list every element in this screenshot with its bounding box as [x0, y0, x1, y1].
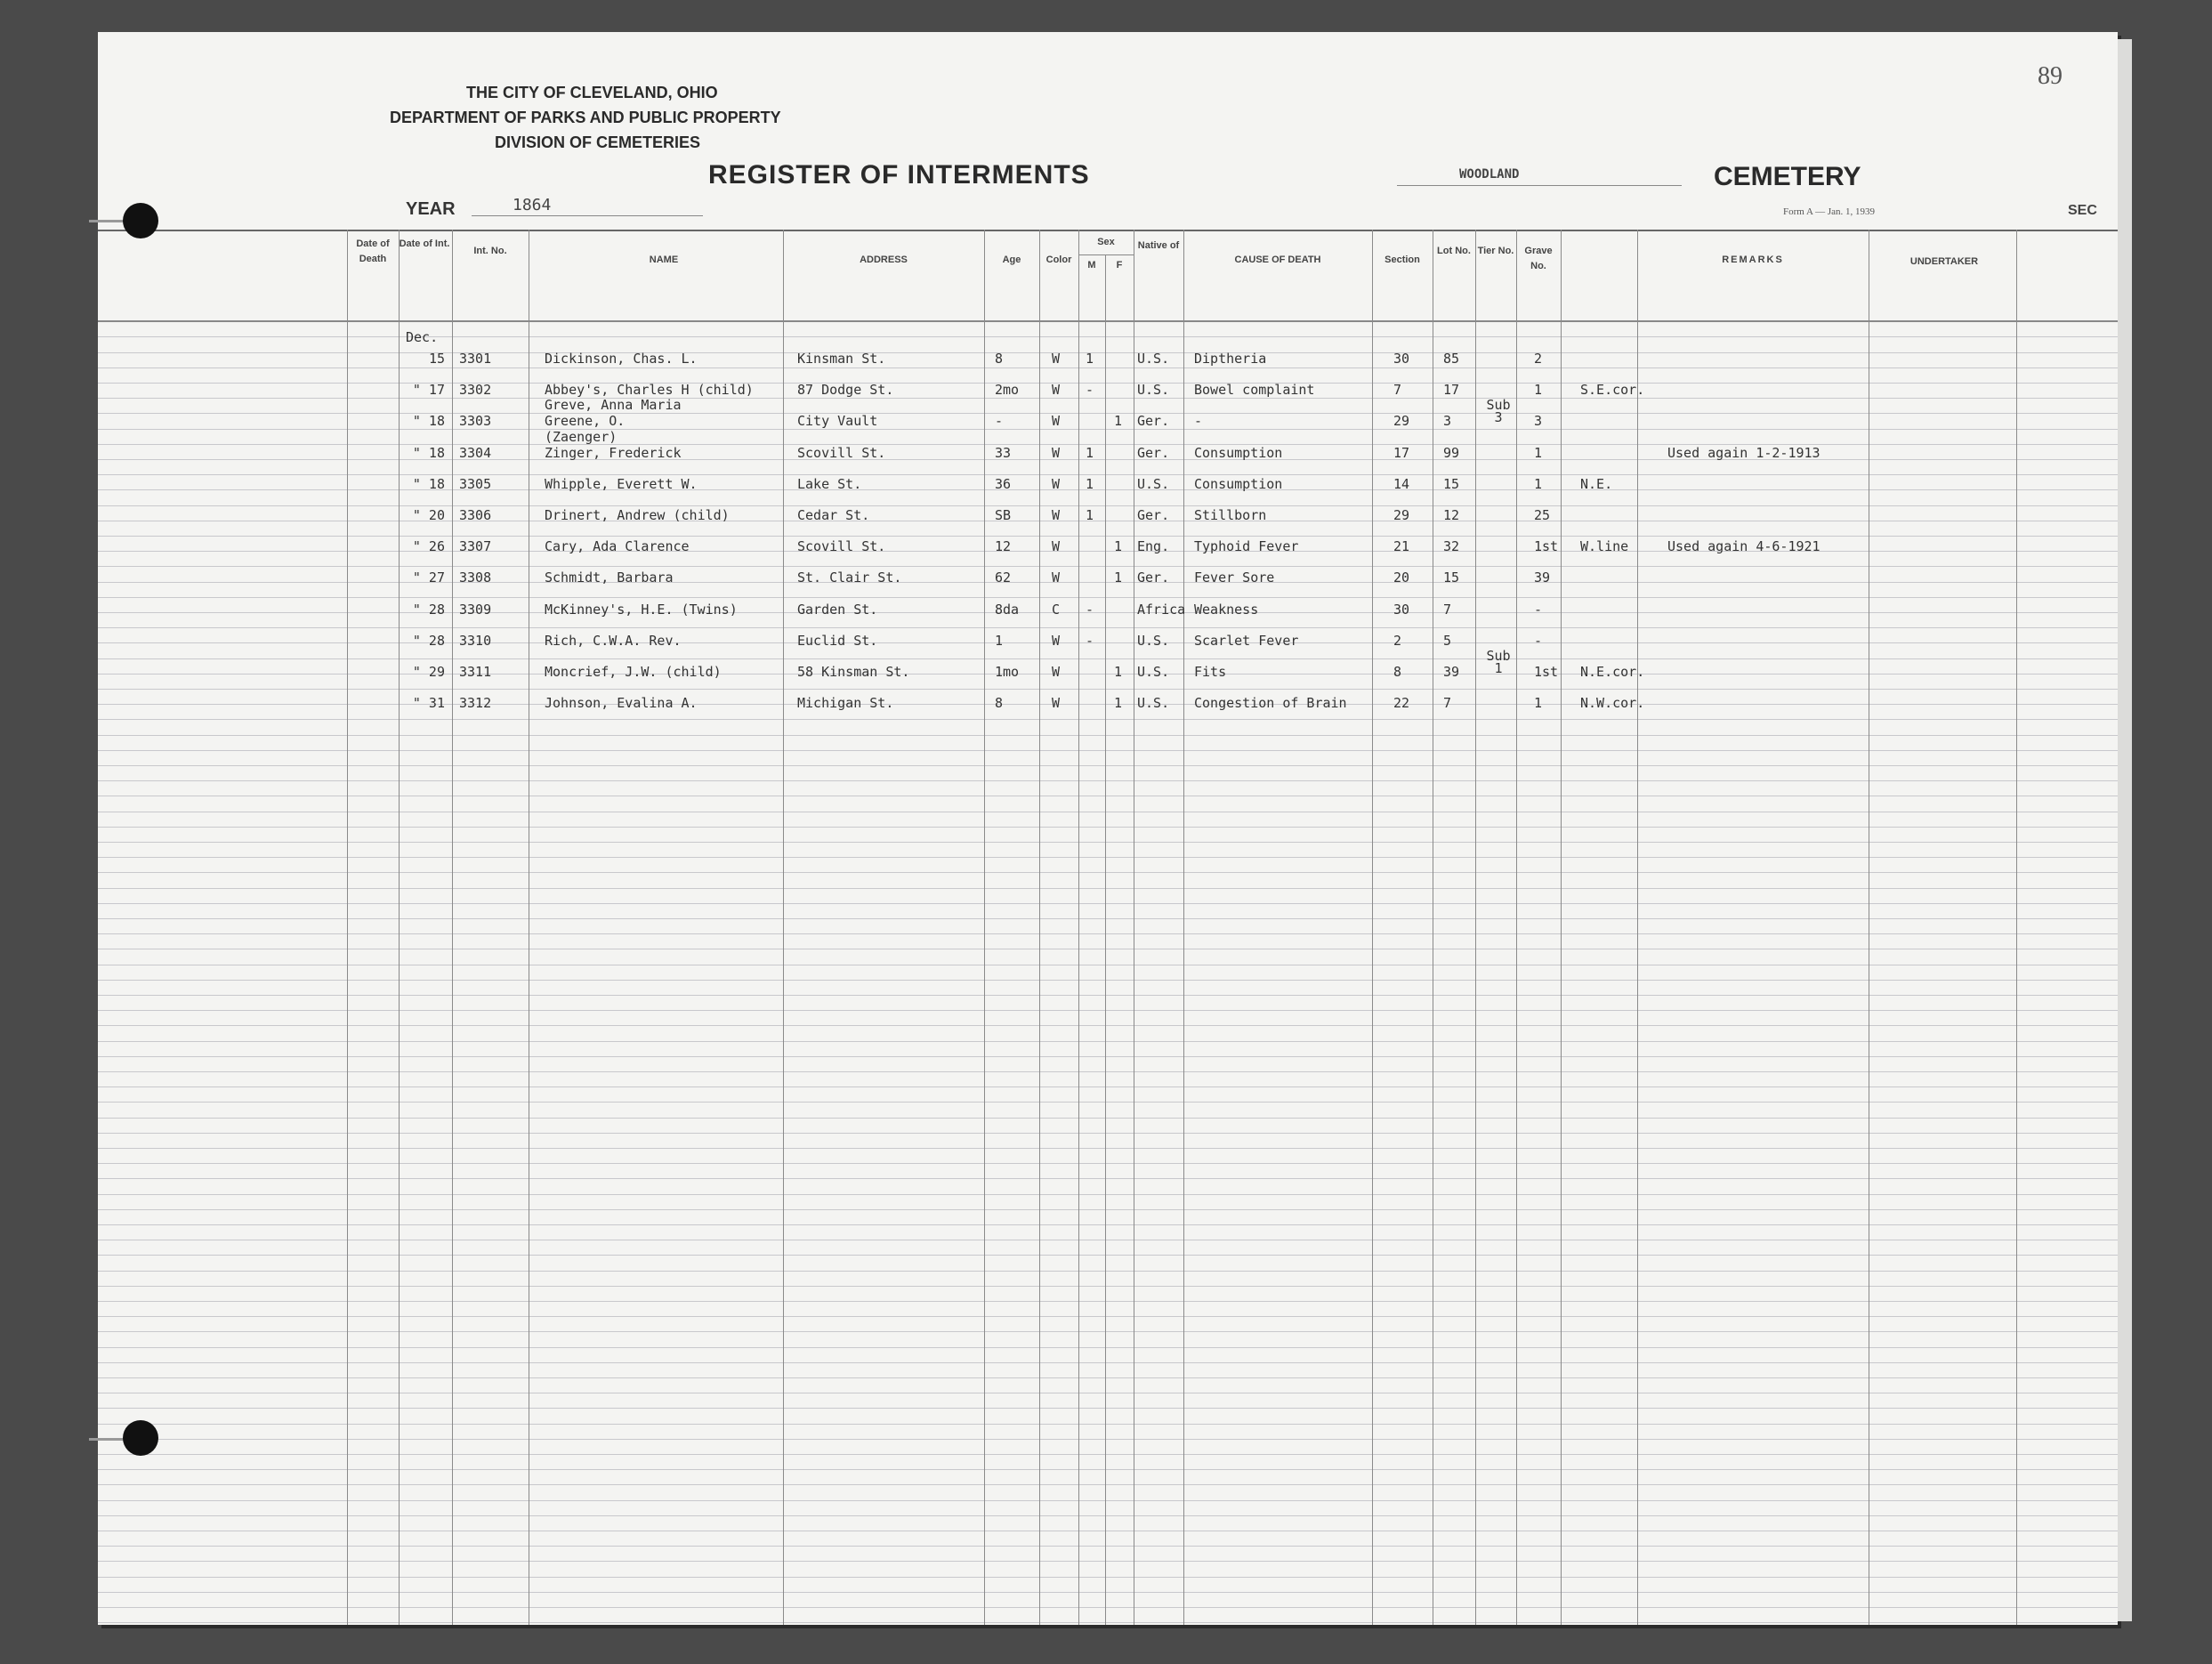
- cell-color: W: [1052, 538, 1061, 555]
- column-rule: [1078, 230, 1079, 1625]
- ruled-line: [98, 1469, 2118, 1470]
- cell-section: 22: [1393, 695, 1410, 712]
- ruled-line: [98, 995, 2118, 996]
- cell-address: St. Clair St.: [797, 569, 902, 586]
- cell-color: W: [1052, 695, 1061, 712]
- ruled-line: [98, 1056, 2118, 1057]
- ruled-line: [98, 1362, 2118, 1363]
- column-rule: [347, 230, 348, 1625]
- ruled-line: [98, 1086, 2118, 1087]
- cell-name: Johnson, Evalina A.: [545, 695, 698, 712]
- header-rule: [98, 320, 2118, 322]
- year-label: YEAR: [406, 199, 456, 219]
- col-sex-f: F: [1116, 260, 1123, 271]
- cell-f: 1: [1114, 695, 1123, 712]
- cell-address: City Vault: [797, 413, 878, 430]
- ruled-line: [98, 1622, 2118, 1623]
- cell-name: Rich, C.W.A. Rev.: [545, 632, 682, 649]
- cell-lot: 7: [1443, 601, 1452, 618]
- cell-int-no: 3312: [459, 695, 492, 712]
- ruled-line: [98, 1331, 2118, 1332]
- sec-label: SEC: [2068, 203, 2097, 218]
- cell-loc: N.E.cor.: [1580, 664, 1645, 680]
- col-remarks: REMARKS: [1722, 254, 1784, 265]
- cell-address: Scovill St.: [797, 444, 886, 461]
- cell-grave: -: [1534, 632, 1543, 649]
- ruled-line: [98, 1301, 2118, 1302]
- cell-color: C: [1052, 601, 1061, 618]
- ruled-line: [98, 918, 2118, 919]
- column-rule: [1561, 230, 1562, 1625]
- cell-lot: 32: [1443, 538, 1460, 555]
- ruled-line: [98, 536, 2118, 537]
- col-section: Section: [1385, 254, 1420, 265]
- cell-cause: Fits: [1194, 664, 1227, 680]
- ruled-line: [98, 1592, 2118, 1593]
- cell-tier: Sub 3: [1486, 397, 1511, 426]
- col-date-int: Date of Int.: [399, 238, 450, 249]
- cell-section: 14: [1393, 475, 1410, 492]
- col-int-no: Int. No.: [473, 246, 507, 256]
- cell-address: Michigan St.: [797, 695, 894, 712]
- cell-age: 8da: [995, 601, 1020, 618]
- cell-color: W: [1052, 632, 1061, 649]
- cell-m: -: [1086, 632, 1094, 649]
- ruled-line: [98, 857, 2118, 858]
- cell-m: 1: [1086, 475, 1094, 492]
- column-rule: [984, 230, 985, 1625]
- cell-date-int: " 18: [412, 475, 445, 492]
- col-age: Age: [1002, 254, 1021, 265]
- ruled-line: [98, 1454, 2118, 1455]
- cell-cause: Typhoid Fever: [1194, 538, 1299, 555]
- ruled-line: [98, 1408, 2118, 1409]
- cell-date-int: " 31: [412, 695, 445, 712]
- cell-section: 21: [1393, 538, 1410, 555]
- cell-color: W: [1052, 444, 1061, 461]
- ruled-line: [98, 1316, 2118, 1317]
- cell-section: 8: [1393, 664, 1402, 680]
- col-cause: CAUSE OF DEATH: [1234, 254, 1321, 265]
- cell-grave: 1: [1534, 444, 1543, 461]
- ruled-line: [98, 1607, 2118, 1608]
- cell-native: Ger.: [1137, 444, 1170, 461]
- sex-subheader-rule: [1078, 254, 1134, 255]
- cell-name: Dickinson, Chas. L.: [545, 351, 698, 367]
- cell-address: Garden St.: [797, 601, 878, 618]
- ruled-line: [98, 1209, 2118, 1210]
- col-address: ADDRESS: [860, 254, 908, 265]
- cell-name: Abbey's, Charles H (child): [545, 382, 754, 399]
- ruled-line: [98, 1194, 2118, 1195]
- ruled-line: [98, 627, 2118, 628]
- column-rule: [1637, 230, 1638, 1625]
- cell-cause: Consumption: [1194, 444, 1283, 461]
- cell-loc: S.E.cor.: [1580, 382, 1645, 399]
- cell-m: 1: [1086, 444, 1094, 461]
- column-rule: [1475, 230, 1476, 1625]
- col-sex-m: M: [1087, 260, 1096, 271]
- cell-cause: Weakness: [1194, 601, 1259, 618]
- ruled-line: [98, 1484, 2118, 1485]
- cell-age: 12: [995, 538, 1012, 555]
- ruled-line: [98, 735, 2118, 736]
- cell-int-no: 3305: [459, 475, 492, 492]
- ruled-line: [98, 750, 2118, 751]
- ruled-line: [98, 1271, 2118, 1272]
- cell-f: 1: [1114, 538, 1123, 555]
- ruled-line: [98, 658, 2118, 659]
- cell-cause: -: [1194, 413, 1203, 430]
- ruled-line: [98, 336, 2118, 337]
- cell-date-int: " 29: [412, 664, 445, 680]
- ruled-line: [98, 566, 2118, 567]
- column-rule: [2016, 230, 2017, 1625]
- cell-date-int: " 18: [412, 413, 445, 430]
- cell-int-no: 3301: [459, 351, 492, 367]
- ruled-line: [98, 980, 2118, 981]
- cell-int-no: 3308: [459, 569, 492, 586]
- cell-grave: -: [1534, 601, 1543, 618]
- cell-native: U.S.: [1137, 664, 1170, 680]
- cell-cause: Fever Sore: [1194, 569, 1275, 586]
- cell-date-int: " 26: [412, 538, 445, 555]
- cell-int-no: 3306: [459, 507, 492, 523]
- ruled-line: [98, 903, 2118, 904]
- ruled-line: [98, 719, 2118, 720]
- column-rule: [399, 230, 400, 1625]
- ruled-line: [98, 689, 2118, 690]
- cell-lot: 15: [1443, 475, 1460, 492]
- cell-loc: N.E.: [1580, 475, 1613, 492]
- cell-name: McKinney's, H.E. (Twins): [545, 601, 738, 618]
- cell-f: 1: [1114, 569, 1123, 586]
- cell-lot: 85: [1443, 351, 1460, 367]
- cell-color: W: [1052, 351, 1061, 367]
- ruled-line: [98, 1010, 2118, 1011]
- cell-int-no: 3302: [459, 382, 492, 399]
- ruled-line: [98, 1102, 2118, 1103]
- cell-m: 1: [1086, 351, 1094, 367]
- cell-section: 2: [1393, 632, 1402, 649]
- col-grave: Grave No.: [1524, 246, 1553, 271]
- cell-loc: N.W.cor.: [1580, 695, 1645, 712]
- ruled-line: [98, 505, 2118, 506]
- table-top-rule: [98, 230, 2118, 231]
- ruled-line: [98, 1577, 2118, 1578]
- binder-hole-bottom: [123, 1420, 158, 1456]
- cell-f: 1: [1114, 664, 1123, 680]
- col-name: NAME: [649, 254, 679, 265]
- cell-lot: 7: [1443, 695, 1452, 712]
- cell-int-no: 3311: [459, 664, 492, 680]
- cell-native: Ger.: [1137, 507, 1170, 523]
- cell-native: Ger.: [1137, 569, 1170, 586]
- cell-name: Schmidt, Barbara: [545, 569, 674, 586]
- cell-lot: 5: [1443, 632, 1452, 649]
- cell-section: 29: [1393, 507, 1410, 523]
- cell-age: SB: [995, 507, 1012, 523]
- column-rule: [1105, 254, 1106, 1625]
- col-sex: Sex: [1097, 237, 1115, 247]
- col-color: Color: [1045, 254, 1072, 265]
- column-rule: [783, 230, 784, 1625]
- ruled-line: [98, 1255, 2118, 1256]
- cemetery-name: WOODLAND: [1459, 167, 1520, 182]
- cell-name: Cary, Ada Clarence: [545, 538, 690, 555]
- col-native: Native of: [1137, 240, 1180, 251]
- cell-native: U.S.: [1137, 475, 1170, 492]
- cell-section: 7: [1393, 382, 1402, 399]
- page-title: REGISTER OF INTERMENTS: [708, 160, 1090, 190]
- cell-int-no: 3304: [459, 444, 492, 461]
- cell-tier: Sub 1: [1486, 648, 1511, 676]
- cell-m: -: [1086, 601, 1094, 618]
- cell-grave: 1: [1534, 695, 1543, 712]
- cell-loc: W.line: [1580, 538, 1629, 555]
- col-tier: Tier No.: [1477, 246, 1514, 256]
- cell-age: 62: [995, 569, 1012, 586]
- ruled-line: [98, 888, 2118, 889]
- ruled-line: [98, 1118, 2118, 1119]
- cell-grave: 1: [1534, 475, 1543, 492]
- cell-native: U.S.: [1137, 351, 1170, 367]
- cell-name: Zinger, Frederick: [545, 444, 682, 461]
- cell-date-int: 15: [428, 351, 445, 367]
- cell-cause: Bowel complaint: [1194, 382, 1315, 399]
- page-number: 89: [2038, 62, 2063, 90]
- city-heading: THE CITY OF CLEVELAND, OHIO: [466, 84, 718, 101]
- cell-address: Scovill St.: [797, 538, 886, 555]
- cell-color: W: [1052, 664, 1061, 680]
- cell-section: 20: [1393, 569, 1410, 586]
- cell-address: Euclid St.: [797, 632, 878, 649]
- ruled-line: [98, 1071, 2118, 1072]
- ruled-line: [98, 1025, 2118, 1026]
- cell-date-int: " 20: [412, 507, 445, 523]
- ruled-line: [98, 827, 2118, 828]
- cell-native: U.S.: [1137, 382, 1170, 399]
- cell-cause: Congestion of Brain: [1194, 695, 1347, 712]
- cell-lot: 12: [1443, 507, 1460, 523]
- cell-m: 1: [1086, 507, 1094, 523]
- cell-cause: Diptheria: [1194, 351, 1267, 367]
- ruled-line: [98, 1041, 2118, 1042]
- cell-date-int: " 27: [412, 569, 445, 586]
- cell-date-int: " 18: [412, 444, 445, 461]
- cell-color: W: [1052, 475, 1061, 492]
- register-page: [98, 32, 2118, 1625]
- cell-age: 1mo: [995, 664, 1020, 680]
- cell-age: 2mo: [995, 382, 1020, 399]
- cell-cause: Stillborn: [1194, 507, 1267, 523]
- cell-section: 30: [1393, 351, 1410, 367]
- cell-name: Moncrief, J.W. (child): [545, 664, 722, 680]
- cell-lot: 15: [1443, 569, 1460, 586]
- cell-native: Eng.: [1137, 538, 1170, 555]
- cell-age: 1: [995, 632, 1004, 649]
- cell-native: Ger.: [1137, 413, 1170, 430]
- ruled-line: [98, 1148, 2118, 1149]
- ruled-line: [98, 1224, 2118, 1225]
- col-date-death: Date of Death: [356, 238, 390, 264]
- cell-int-no: 3310: [459, 632, 492, 649]
- cell-int-no: 3303: [459, 413, 492, 430]
- cell-lot: 17: [1443, 382, 1460, 399]
- ruled-line: [98, 1163, 2118, 1164]
- cell-m: -: [1086, 382, 1094, 399]
- ruled-line: [98, 765, 2118, 766]
- cell-date-int: " 28: [412, 601, 445, 618]
- cell-name-above: (Zaenger): [545, 428, 618, 445]
- cell-date-int: " 17: [412, 382, 445, 399]
- cell-date-int: " 28: [412, 632, 445, 649]
- interments-table: [98, 230, 2118, 1625]
- cell-color: W: [1052, 569, 1061, 586]
- cell-remarks: Used again 1-2-1913: [1667, 444, 1820, 461]
- cell-age: -: [995, 413, 1004, 430]
- ruled-line: [98, 1178, 2118, 1179]
- cell-address: Cedar St.: [797, 507, 870, 523]
- cell-remarks: Used again 4-6-1921: [1667, 538, 1820, 555]
- ruled-line: [98, 842, 2118, 843]
- cell-lot: 99: [1443, 444, 1460, 461]
- division-heading: DIVISION OF CEMETERIES: [495, 133, 701, 151]
- ruled-line: [98, 1286, 2118, 1287]
- cell-age: 33: [995, 444, 1012, 461]
- cell-grave: 1st: [1534, 538, 1559, 555]
- cell-color: W: [1052, 413, 1061, 430]
- binder-hole-top: [123, 203, 158, 238]
- cell-age: 8: [995, 695, 1004, 712]
- cell-int-no: 3307: [459, 538, 492, 555]
- cell-name: Greene, O.: [545, 413, 626, 430]
- ruled-line: [98, 1424, 2118, 1425]
- cemetery-underline: [1397, 185, 1682, 186]
- cell-f: 1: [1114, 413, 1123, 430]
- cell-int-no: 3309: [459, 601, 492, 618]
- cell-lot: 3: [1443, 413, 1452, 430]
- cell-address: Kinsman St.: [797, 351, 886, 367]
- ruled-line: [98, 1546, 2118, 1547]
- page-edge: [2118, 39, 2132, 1621]
- cell-grave: 1st: [1534, 664, 1559, 680]
- cell-section: 17: [1393, 444, 1410, 461]
- cell-grave: 1: [1534, 382, 1543, 399]
- col-lot: Lot No.: [1437, 246, 1471, 256]
- cell-cause: Scarlet Fever: [1194, 632, 1299, 649]
- cell-native: Africa: [1137, 601, 1186, 618]
- cell-address: 58 Kinsman St.: [797, 664, 910, 680]
- column-rule: [1183, 230, 1184, 1625]
- col-undertaker: UNDERTAKER: [1909, 256, 1979, 267]
- ruled-line: [98, 780, 2118, 781]
- cell-age: 36: [995, 475, 1012, 492]
- column-rule: [1516, 230, 1517, 1625]
- cell-grave: 3: [1534, 413, 1543, 430]
- cell-age: 8: [995, 351, 1004, 367]
- cell-color: W: [1052, 507, 1061, 523]
- cell-color: W: [1052, 382, 1061, 399]
- cemetery-label: CEMETERY: [1714, 162, 1861, 191]
- cell-native: U.S.: [1137, 695, 1170, 712]
- cell-native: U.S.: [1137, 632, 1170, 649]
- cell-cause: Consumption: [1194, 475, 1283, 492]
- ruled-line: [98, 1347, 2118, 1348]
- cell-section: 30: [1393, 601, 1410, 618]
- cell-section: 29: [1393, 413, 1410, 430]
- cell-name: Whipple, Everett W.: [545, 475, 698, 492]
- ruled-line: [98, 1133, 2118, 1134]
- cell-grave: 39: [1534, 569, 1551, 586]
- cell-address: Lake St.: [797, 475, 862, 492]
- cell-name-above: Greve, Anna Maria: [545, 397, 682, 414]
- cell-address: 87 Dodge St.: [797, 382, 894, 399]
- ruled-line: [98, 597, 2118, 598]
- ruled-line: [98, 1500, 2118, 1501]
- form-note: Form A — Jan. 1, 1939: [1783, 206, 1875, 217]
- ruled-line: [98, 398, 2118, 399]
- column-rule: [1039, 230, 1040, 1625]
- year-value: 1864: [513, 196, 552, 214]
- ruled-line: [98, 1561, 2118, 1562]
- column-rule: [452, 230, 453, 1625]
- ruled-line: [98, 1377, 2118, 1378]
- cell-grave: 2: [1534, 351, 1543, 367]
- ruled-line: [98, 1515, 2118, 1516]
- ruled-line: [98, 1439, 2118, 1440]
- year-underline: [472, 215, 703, 216]
- department-heading: DEPARTMENT OF PARKS AND PUBLIC PROPERTY: [390, 109, 781, 126]
- cell-lot: 39: [1443, 664, 1460, 680]
- month-label: Dec.: [406, 329, 439, 345]
- cell-name: Drinert, Andrew (child): [545, 507, 730, 523]
- ruled-line: [98, 872, 2118, 873]
- ruled-line: [98, 933, 2118, 934]
- cell-grave: 25: [1534, 507, 1551, 523]
- column-rule: [1372, 230, 1373, 1625]
